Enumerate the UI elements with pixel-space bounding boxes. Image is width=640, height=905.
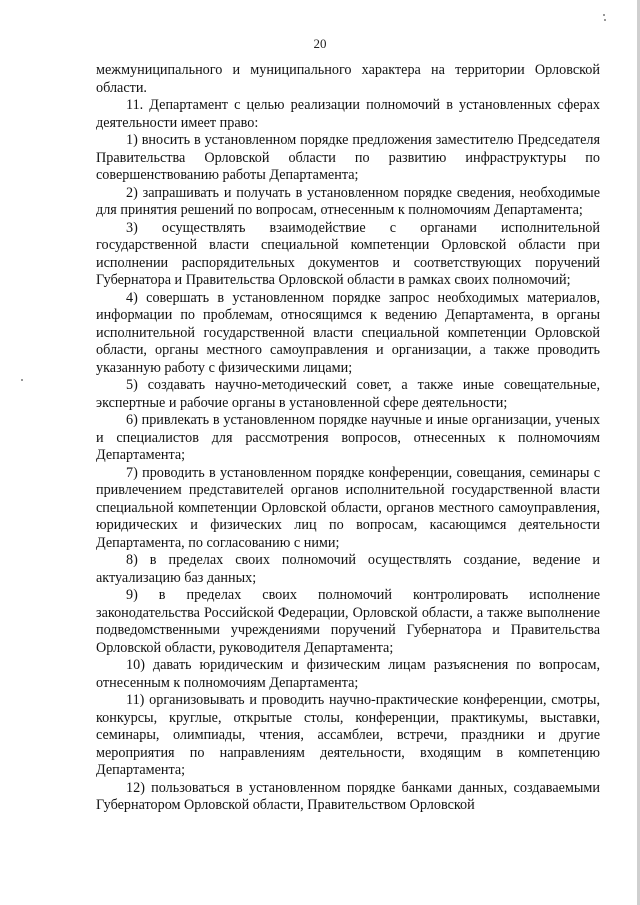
scan-speck xyxy=(603,14,605,16)
paragraph-item-5: 5) создавать научно-методический совет, а также иные совещательные, экспертные и рабочие органы в установленной сфере деятельности; xyxy=(96,377,600,411)
paragraph-item-7: 7) проводить в установленном порядке конференции, совещания, семинары с привлечением представителей органов исполнительной государственной власти специальной компетенции Орловской области, органов местного самоуправления, юридических и физических лиц по вопросам, касающимся деятельности Департамента, по согласованию с ними; xyxy=(96,464,600,551)
scan-speck xyxy=(21,379,23,381)
paragraph-continuation: межмуниципального и муниципального характера на территории Орловской области. xyxy=(96,62,600,96)
page-number: 20 xyxy=(313,36,327,51)
paragraph-item-11: 11) организовывать и проводить научно-практические конференции, смотры, конкурсы, круглые, открытые столы, конференции, практикумы, выставки, семинары, олимпиады, чтения, ассамблеи, встречи, праздники и другие мероприятия по направлениям деятельности, входящим в компетенцию Департамента; xyxy=(96,692,600,778)
paragraph-item-6: 6) привлекать в установленном порядке научные и иные организации, ученых и специалистов для рассмотрения вопросов, отнесенных к полномочиям Департамента; xyxy=(96,412,600,463)
document-body xyxy=(96,62,600,815)
scan-speck xyxy=(604,19,606,21)
paragraph-item-2: 2) запрашивать и получать в установленном порядке сведения, необходимые для принятия решений по вопросам, отнесенным к полномочиям Департамента; xyxy=(96,184,600,218)
paragraph-item-3: 3) осуществлять взаимодействие с органами исполнительной государственной власти специальной компетенции Орловской области при исполнении распорядительных документов и соответствующих поручений Губернатора и Правительства Орловской области в рамках своих полномочий; xyxy=(96,219,600,288)
paragraph-item-9: 9) в пределах своих полномочий контролировать исполнение законодательства Российской Федерации, Орловской области, а также выполнение подведомственными учреждениями поручений Губернатора и Правительства Орловской области, руководителя Департамента; xyxy=(96,587,600,656)
paragraph-item-8: 8) в пределах своих полномочий осуществлять создание, ведение и актуализацию баз данных; xyxy=(96,552,600,586)
paragraph-item-1: 1) вносить в установленном порядке предложения заместителю Председателя Правительства Орловской области по развитию инфраструктуры по совершенствованию работы Департамента; xyxy=(96,132,600,183)
paragraph-item-12: 12) пользоваться в установленном порядке банками данных, создаваемыми Губернатором Орловской области, Правительством Орловской xyxy=(96,779,600,813)
paragraph-item-4: 4) совершать в установленном порядке запрос необходимых материалов, информации по проблемам, относящимся к ведению Департамента, в органы исполнительной государственной власти специальной компетенции Орловской области, органы местного самоуправления и организации, а также проводить указанную работу с физическими лицами; xyxy=(96,289,600,376)
paragraph-item-10: 10) давать юридическим и физическим лицам разъяснения по вопросам, отнесенным к полномочиям Департамента; xyxy=(96,657,600,691)
paragraph-clause-11: 11. Департамент с целью реализации полномочий в установленных сферах деятельности имеет право: xyxy=(96,97,600,131)
